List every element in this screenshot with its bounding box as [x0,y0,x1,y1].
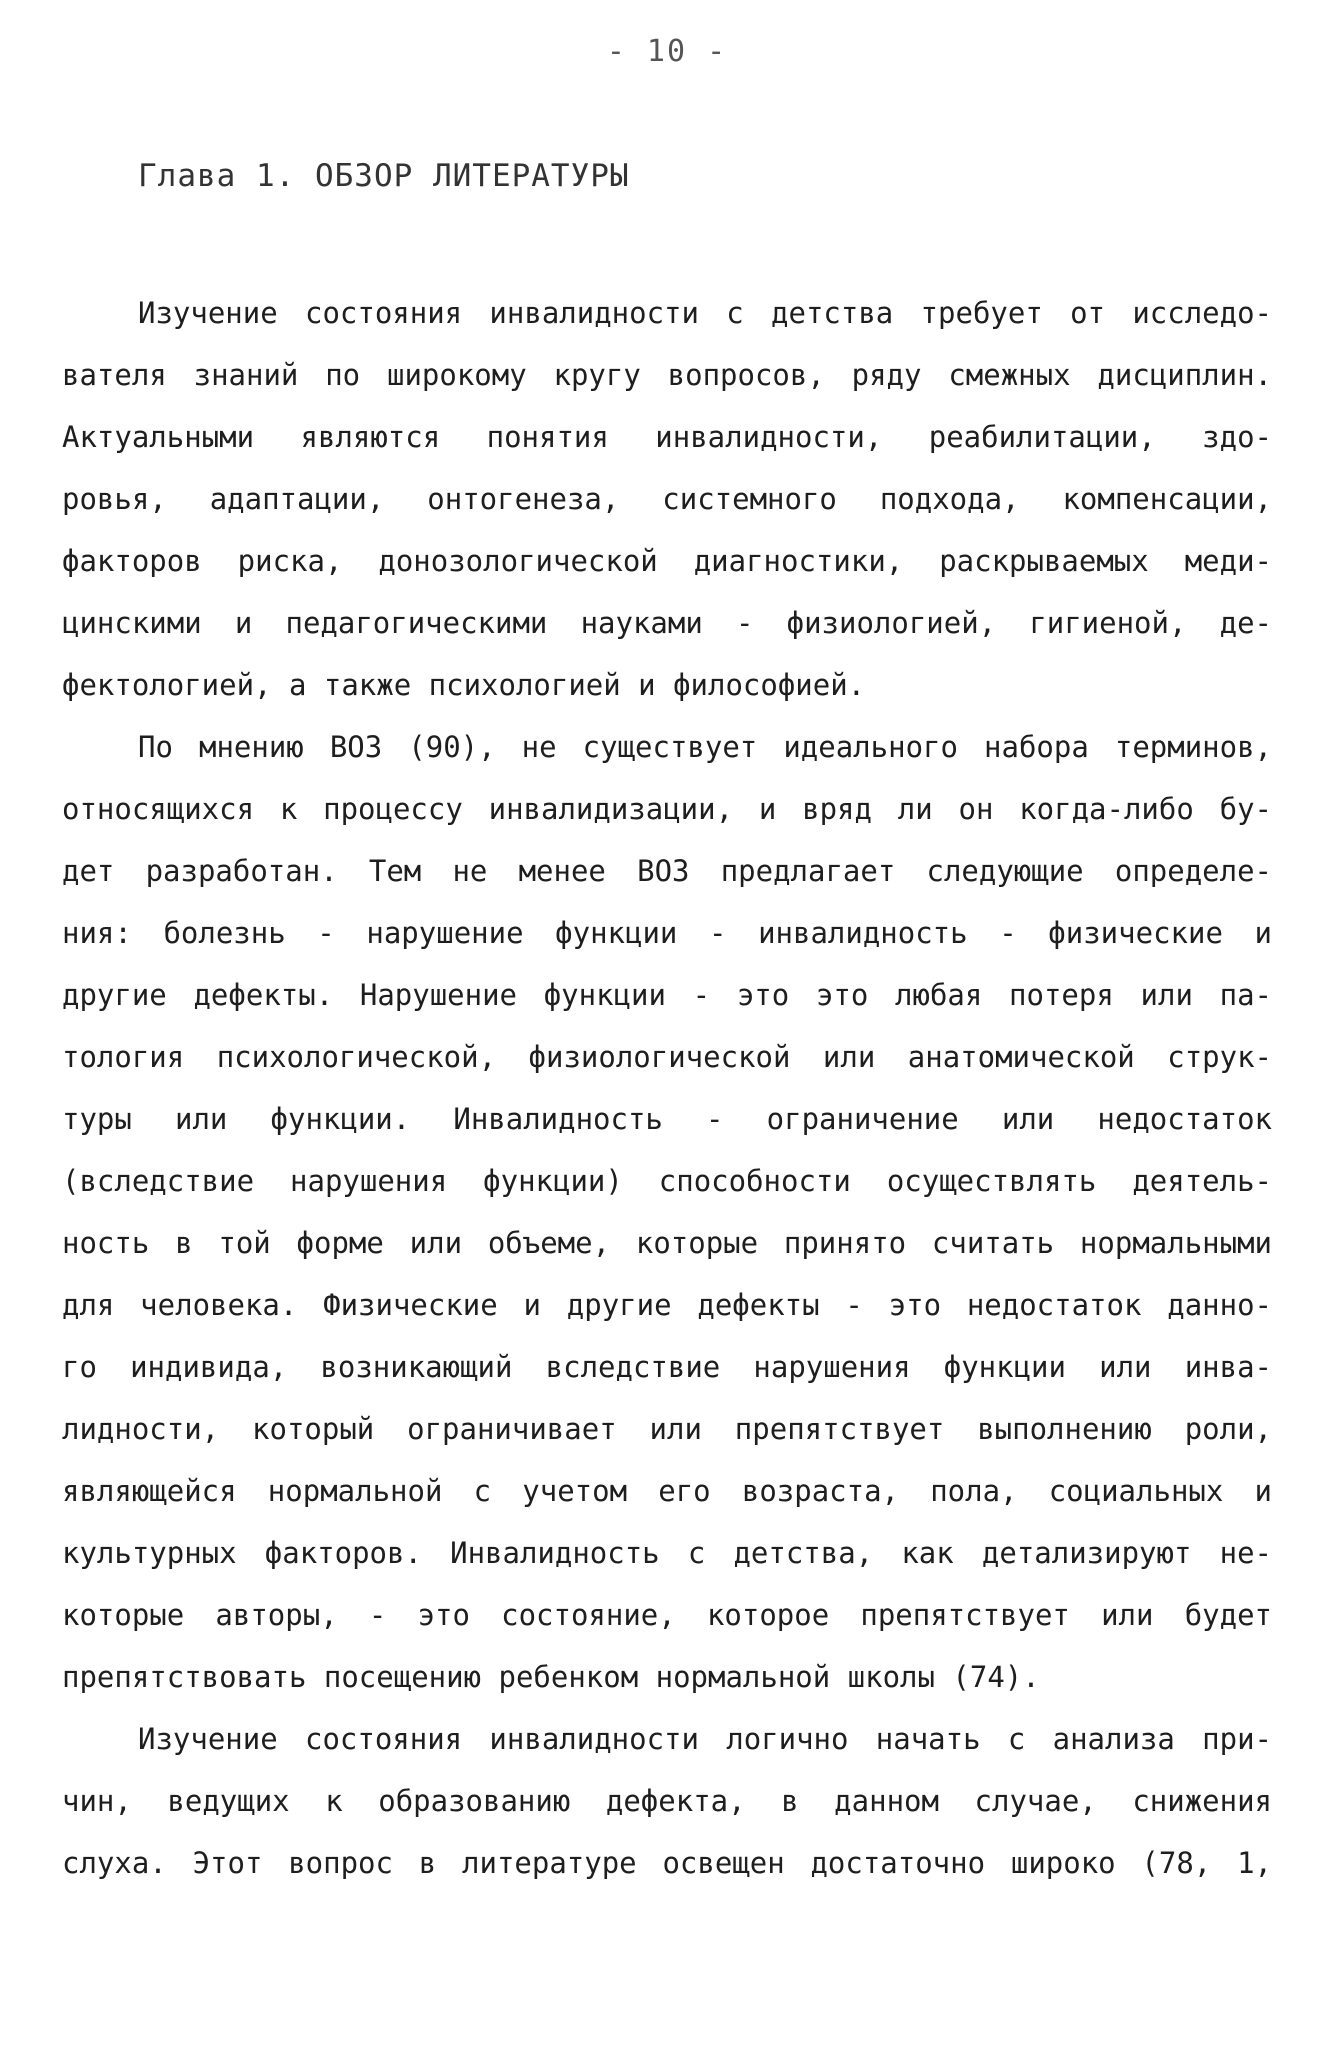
text-line: факторов риска, донозологической диагностики, раскрываемых меди- [62,544,1272,578]
text-line: которые авторы, - это состояние, которое препятствует или будет [62,1598,1272,1632]
text-line: культурных факторов. Инвалидность с детства, как детализируют не- [62,1536,1272,1570]
body-text [62,282,1272,1894]
text-line: дет разработан. Тем не менее ВОЗ предлагает следующие определе- [62,854,1272,888]
text-line: ровья, адаптации, онтогенеза, системного подхода, компенсации, [62,482,1272,516]
text-line: (вследствие нарушения функции) способности осуществлять деятель- [62,1164,1272,1198]
text-line: Изучение состояния инвалидности с детства требует от исследо- [138,296,1272,330]
text-line: цинскими и педагогическими науками - физиологией, гигиеной, де- [62,606,1272,640]
text-line: другие дефекты. Нарушение функции - это это любая потеря или па- [62,978,1272,1012]
text-line: относящихся к процессу инвалидизации, и вряд ли он когда-либо бу- [62,792,1272,826]
text-line: чин, ведущих к образованию дефекта, в данном случае, снижения [62,1784,1272,1818]
text-line: слуха. Этот вопрос в литературе освещен достаточно широко (78, 1, [62,1846,1272,1880]
text-line: ность в той форме или объеме, которые принято считать нормальными [62,1226,1272,1260]
text-line: являющейся нормальной с учетом его возраста, пола, социальных и [62,1474,1272,1508]
text-line: го индивида, возникающий вследствие нарушения функции или инва- [62,1350,1272,1384]
text-line: ния: болезнь - нарушение функции - инвалидность - физические и [62,916,1272,950]
text-line: Изучение состояния инвалидности логично начать с анализа при- [138,1722,1272,1756]
text-line: тология психологической, физиологической или анатомической струк- [62,1040,1272,1074]
text-line: препятствовать посещению ребенком нормальной школы (74). [62,1660,1040,1694]
text-line: По мнению ВОЗ (90), не существует идеального набора терминов, [138,730,1272,764]
chapter-title: Глава 1. ОБЗОР ЛИТЕРАТУРЫ [138,158,630,194]
text-line: для человека. Физические и другие дефекты - это недостаток данно- [62,1288,1272,1322]
page-number: - 10 - [606,34,728,69]
text-line: туры или функции. Инвалидность - ограничение или недостаток [62,1102,1272,1136]
text-line: лидности, который ограничивает или препятствует выполнению роли, [62,1412,1272,1446]
text-line: Актуальными являются понятия инвалидности, реабилитации, здо- [62,420,1272,454]
text-line: фектологией, а также психологией и философией. [62,668,866,702]
text-line: вателя знаний по широкому кругу вопросов, ряду смежных дисциплин. [62,358,1272,392]
